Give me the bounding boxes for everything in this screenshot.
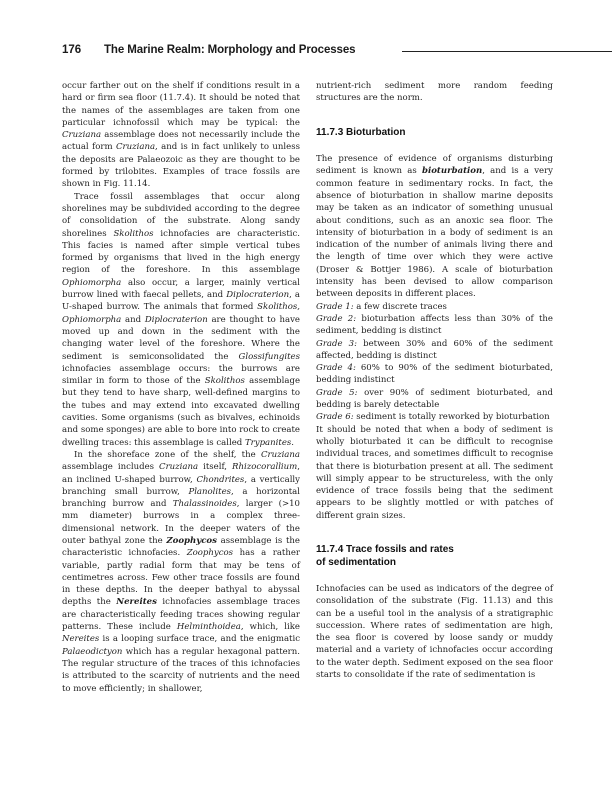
running-header xyxy=(62,44,552,60)
section-heading: 11.7.4 Trace fossils and rates of sedimentation xyxy=(316,544,454,568)
grade-item: Grade 5: over 90% of sediment bioturbated, and bedding is barely detectable xyxy=(316,387,553,411)
paragraph: occur farther out on the shelf if conditions result in a hard or firm sea floor (11.7.4). It should be noted that the names of the assemblages are taken from one particular ichnofossil which may be typical: the Cruziana assemblage does not necessarily include the actual form Cruziana, and is in fact unlikely to unless the deposits are Palaeozoic as they are thought to be formed by trilobites. Examples of trace fossils are shown in Fig. 11.14. xyxy=(62,81,300,190)
right-column xyxy=(316,80,553,681)
header-rule xyxy=(402,51,612,52)
grade-item: Grade 2: bioturbation affects less than 30% of the sediment, bedding is distinct xyxy=(316,313,553,337)
paragraph: Ichnofacies can be used as indicators of the degree of consolidation of the substrate (Fig. 11.13) and this can be a useful tool in the analysis of a stratigraphic succession. Where rates of sedimentation are high, the sea floor is covered by loose sandy or muddy material and a variety of ichnofacies occur according to the water depth. Sediment exposed on the sea floor starts to consolidate if the rate of sedimentation is xyxy=(316,584,553,681)
grade-item: Grade 1: a few discrete traces xyxy=(316,301,447,312)
paragraph: The presence of evidence of organisms disturbing sediment is known as bioturbation, and is a very common feature in sedimentary rocks. In fact, the absence of bioturbation in shallow marine deposits may be taken as an indicator of something unusual about conditions, such as an anoxic sea floor. The intensity of bioturbation in a body of sediment is an indication of the number of animals living there and the length of time over which they were active (Droser & Bottjer 1986). A scale of bioturbation intensity has been devised to allow comparison between deposits in different places. xyxy=(316,154,554,300)
left-column xyxy=(62,80,300,695)
paragraph: It should be noted that when a body of sediment is wholly bioturbated it can be difficult to recognise individual traces, and sometimes difficult to recognise that there is bioturbation present at all. The sediment will simply appear to be structureless, with the only evidence of trace fossils being that the sediment appears to be slightly mottled or with patches of different grain sizes. xyxy=(316,424,553,521)
grade-item: Grade 4: 60% to 90% of the sediment bioturbated, bedding indistinct xyxy=(316,363,553,386)
page-number: 176 xyxy=(62,44,82,56)
grade-item: Grade 3: between 30% and 60% of the sediment affected, bedding is distinct xyxy=(316,338,553,361)
paragraph: In the shoreface zone of the shelf, the Cruziana assemblage includes Cruziana itself, Rhizocorallium, an inclined U-shaped burrow, Chondrites, a vertically branching small burrow, Planolites, a horizontal branching burrow and Thalassinoides, larger (>10 mm diameter) burrows in a complex three-dimensional network. In the deeper waters of the outer bathyal zone the Zoophycos assemblage is the characteristic ichnofacies. Zoophycos has a rather variable, partly radial form that may be tens of centimetres across. Few other trace fossils are found in these depths. In the deeper bathyal to abyssal depths the Nereites ichnofacies assemblage traces are characteristically feeding traces showing regular patterns. These include Helminthoidea, which, like Nereites is a looping surface trace, and the enigmatic Palaeodictyon which has a regular hexagonal pattern. The regular structure of the traces of this ichnofacies is attributed to the scarcity of nutrients and the need to move efficiently; in shallower, xyxy=(62,449,301,694)
paragraph: Trace fossil assemblages that occur along shorelines may be subdivided according to the degree of consolidation of the substrate. Along sandy shorelines Skolithos ichnofacies are characteristic. This facies is named after simple vertical tubes formed by organisms that lived in the high energy region of the foreshore. In this assemblage Ophiomorpha also occur, a larger, mainly vertical burrow lined with faecal pellets, and Diplocraterion, a U-shaped burrow. The animals that formed Skolithos, Ophiomorpha and Diplocraterion are thought to have moved up and down in the sediment with the changing water level of the foreshore. Where the sediment is semiconsolidated the Glossifungites ichnofacies assemblage occurs: the burrows are similar in form to those of the Skolithos assemblage but they tend to have sharp, well-defined margins to the tubes and may extend into excavated dwelling cavities. Some organisms (such as bivalves, echinoids and some sponges) are able to bore into rock to create dwelling traces: this assemblage is called Trypanites. xyxy=(62,191,300,448)
paragraph: nutrient-rich sediment more random feeding structures are the norm. xyxy=(316,81,553,104)
chapter-title: The Marine Realm: Morphology and Processes xyxy=(104,44,356,56)
grade-item: Grade 6: sediment is totally reworked by bioturbation xyxy=(316,412,550,423)
section-heading: 11.7.3 Bioturbation xyxy=(316,126,406,138)
